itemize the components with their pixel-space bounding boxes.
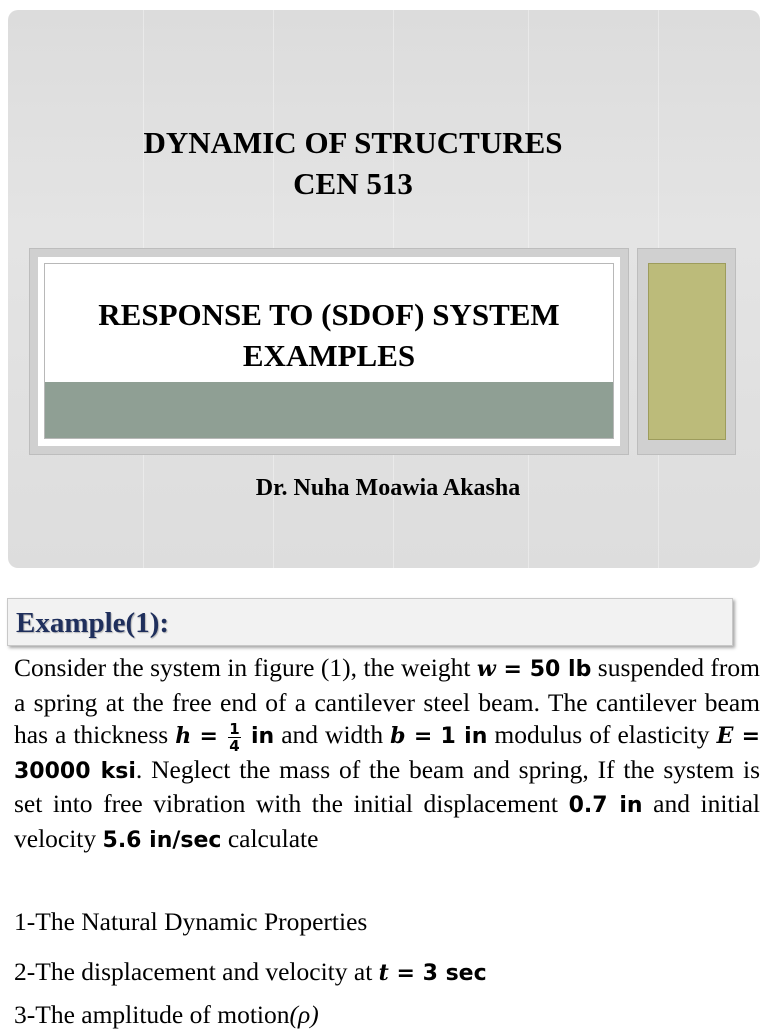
- amplitude-symbol: (ρ): [289, 1000, 319, 1029]
- side-accent-frame: [637, 248, 736, 455]
- example-heading: Example(1):: [16, 607, 170, 639]
- para-text-7: calculate: [227, 823, 319, 853]
- task-item-2: [14, 957, 487, 987]
- task-item-3: [14, 1000, 319, 1030]
- slide-title: [45, 294, 613, 376]
- weight-var: w: [476, 656, 496, 682]
- task-item-1: 1-The Natural Dynamic Properties: [14, 907, 368, 936]
- author-name: Dr. Nuha Moawia Akasha: [255, 475, 521, 501]
- title-frame: [29, 248, 629, 455]
- title-slide: [8, 10, 760, 568]
- thickness-var: h: [175, 723, 192, 749]
- side-accent-block: [648, 263, 726, 440]
- initial-velocity: 5.6 in/sec: [102, 827, 222, 853]
- initial-displacement: 0.7 in: [568, 793, 643, 819]
- thickness-fraction: [228, 721, 240, 754]
- modulus-var: E: [716, 723, 734, 749]
- course-title-line1: DYNAMIC OF STRUCTURES: [143, 125, 563, 160]
- task-item-3-text: 3-The amplitude of motion: [14, 1000, 290, 1029]
- para-text-4: modulus of elasticity: [494, 720, 710, 749]
- slide-title-line2: EXAMPLES: [242, 338, 416, 373]
- fraction-denominator: 4: [229, 736, 240, 755]
- modulus-value: = 30000 ksi: [14, 724, 761, 784]
- thickness-eq: =: [191, 724, 227, 749]
- para-text-2: suspended from a spring at the free end of a cantilever steel beam. The cantilever beam has a thickness: [14, 653, 760, 749]
- time-var: t: [378, 960, 389, 986]
- para-text-6: and initial velocity: [14, 789, 760, 853]
- weight-value: = 50 lb: [495, 657, 592, 682]
- para-text-5: . Neglect the mass of the beam and spring, If the system is set into free vibration with the initial displacement: [14, 754, 760, 819]
- slide-title-line1: RESPONSE TO (SDOF) SYSTEM: [98, 297, 560, 332]
- task-item-2-text: 2-The displacement and velocity at: [14, 957, 373, 986]
- example-paragraph: [14, 652, 760, 857]
- course-title: [8, 122, 698, 204]
- para-text-3: and width: [281, 720, 384, 749]
- example-heading-box: [7, 598, 733, 646]
- title-box: [44, 263, 614, 439]
- time-value: = 3 sec: [388, 961, 487, 986]
- thickness-unit: in: [242, 724, 275, 749]
- width-value: = 1 in: [405, 724, 488, 749]
- title-band: [45, 382, 613, 438]
- fraction-numerator: 1: [229, 719, 240, 738]
- course-title-line2: CEN 513: [293, 166, 413, 201]
- width-var: b: [390, 723, 406, 749]
- para-text-1: Consider the system in figure (1), the weight: [14, 653, 471, 682]
